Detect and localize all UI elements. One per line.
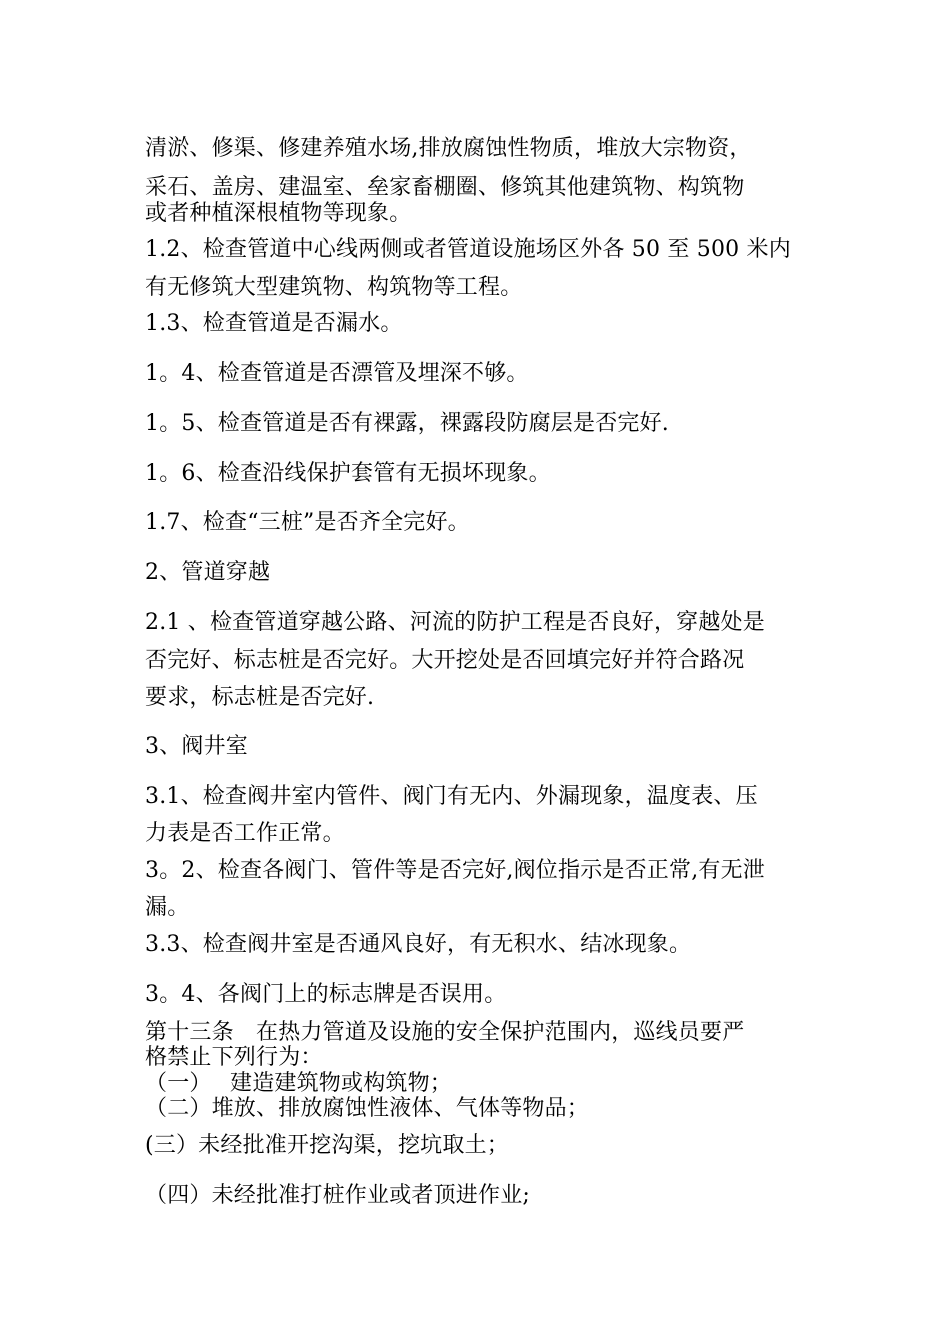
text-line: 3。2、检查各阀门、管件等是否完好,阀位指示是否正常,有无泄 [145,858,765,883]
list-item: (三）未经批准开挖沟渠，挖坑取土； [145,1133,509,1158]
text-line: 1.7、检查“三桩”是否齐全完好。 [145,510,470,535]
text-line: 否完好、标志桩是否完好。大开挖处是否回填完好并符合路况 [145,648,745,673]
text-line: 要求，标志桩是否完好. [145,685,375,710]
text-line: 或者种植深根植物等现象。 [145,201,412,226]
text-line: 有无修筑大型建筑物、构筑物等工程。 [145,275,523,300]
text-line: 3.3、检查阀井室是否通风良好，有无积水、结冰现象。 [145,932,692,957]
text-line: 1.3、检查管道是否漏水。 [145,311,403,336]
article-title: 第十三条 在热力管道及设施的安全保护范围内，巡线员要严 [145,1020,745,1045]
text-line: 1.2、检查管道中心线两侧或者管道设施场区外各 50 至 500 米内 [145,237,791,262]
text-line: 1。4、检查管道是否漂管及埋深不够。 [145,361,529,386]
text-line: 2.1 、检查管道穿越公路、河流的防护工程是否良好，穿越处是 [145,610,765,635]
section-heading: 3、阀井室 [145,734,248,759]
text-line: 漏。 [145,895,190,920]
text-line: 3.1、检查阀井室内管件、阀门有无内、外漏现象，温度表、压 [145,784,758,809]
text-line: 1。5、检查管道是否有裸露，裸露段防腐层是否完好. [145,411,669,436]
list-item: （二）堆放、排放腐蚀性液体、气体等物品； [145,1096,590,1121]
section-heading: 2、管道穿越 [145,560,271,585]
list-item: （四）未经批准打桩作业或者顶进作业; [145,1183,531,1208]
text-line: 1。6、检查沿线保护套管有无损坏现象。 [145,461,551,486]
text-line: 清淤、修渠、修建养殖水场,排放腐蚀性物质，堆放大宗物资， [145,136,752,161]
text-line: 3。4、各阀门上的标志牌是否误用。 [145,982,507,1007]
text-line: 采石、盖房、建温室、垒家畜棚圈、修筑其他建筑物、构筑物 [145,175,745,200]
text-line: 力表是否工作正常。 [145,821,345,846]
text-line: 格禁止下列行为： [145,1045,323,1070]
list-item: （一） 建造建筑物或构筑物； [145,1071,452,1096]
